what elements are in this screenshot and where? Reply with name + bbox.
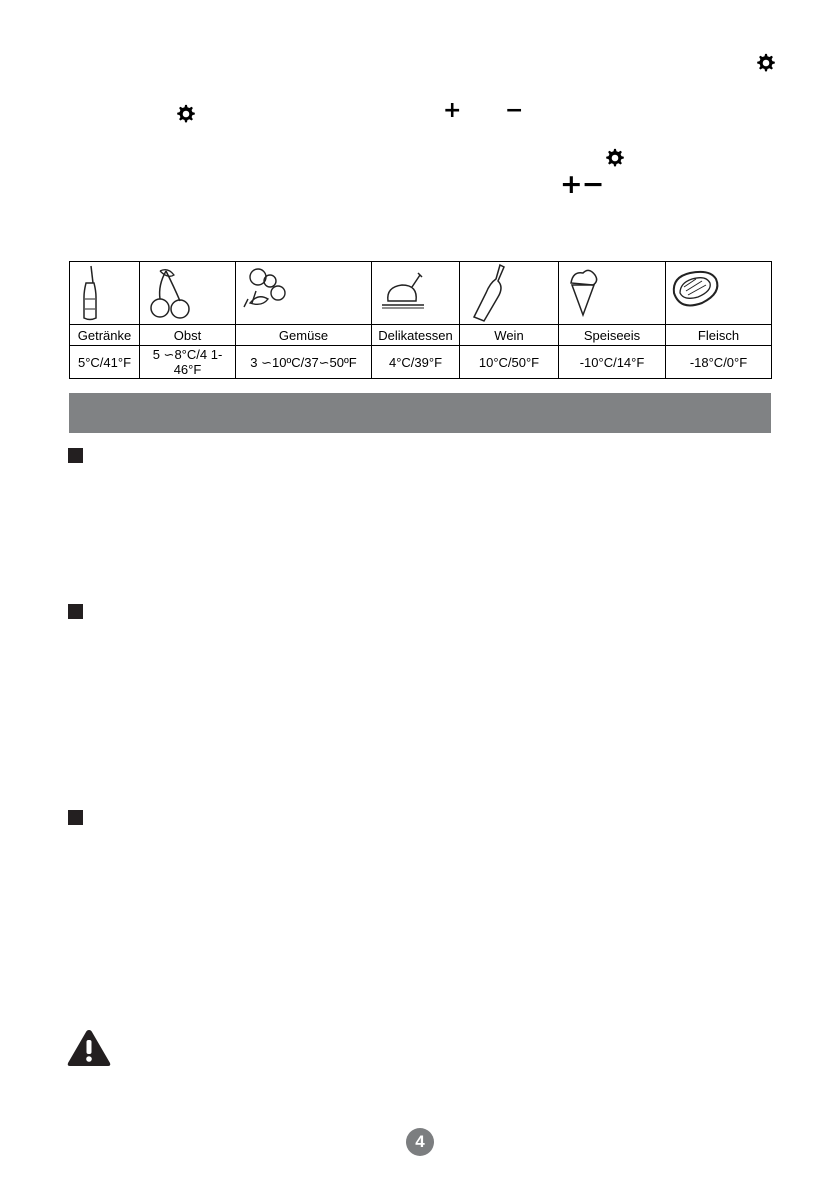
roast-chicken-icon: [372, 263, 432, 323]
category-name: Wein: [460, 325, 559, 346]
category-temperature: 4°C/39°F: [372, 346, 460, 379]
plus-symbol: +: [443, 98, 462, 123]
cherries-icon: [140, 263, 200, 323]
category-name: Speiseeis: [559, 325, 666, 346]
gear-icon: [175, 103, 197, 125]
category-temperature: 5°C/41°F: [70, 346, 140, 379]
category-name: Delikatessen: [372, 325, 460, 346]
cell-cherries: [140, 262, 236, 325]
warning-icon: [66, 1028, 112, 1068]
category-temperature: 5 ∽8°C/4 1-46°F: [140, 346, 236, 379]
category-name-row: [70, 325, 772, 346]
square-bullet-icon: [68, 810, 83, 825]
category-temperature: -18°C/0°F: [666, 346, 772, 379]
steak-icon: [666, 263, 726, 323]
category-temperature: -10°C/14°F: [559, 346, 666, 379]
cell-roast: [372, 262, 460, 325]
square-bullet-icon: [68, 448, 83, 463]
cell-icecream: [559, 262, 666, 325]
category-temperature: 10°C/50°F: [460, 346, 559, 379]
cell-vegetables: [236, 262, 372, 325]
bottle-icon: [70, 263, 110, 323]
category-name: Gemüse: [236, 325, 372, 346]
minus-symbol: −: [505, 98, 524, 123]
section-header-bar: [69, 393, 771, 433]
food-storage-table: [69, 261, 772, 379]
category-name: Getränke: [70, 325, 140, 346]
page-number: 4: [406, 1128, 434, 1156]
category-name: Fleisch: [666, 325, 772, 346]
icon-row: [70, 262, 772, 325]
category-name: Obst: [140, 325, 236, 346]
gear-icon: [604, 147, 626, 169]
gear-icon: [755, 52, 777, 74]
cell-steak: [666, 262, 772, 325]
cell-wine: [460, 262, 559, 325]
wine-bottle-icon: [460, 263, 520, 323]
cell-bottle: [70, 262, 140, 325]
ice-cream-icon: [559, 263, 619, 323]
category-temperature: 3 ∽10ºC/37∽50ºF: [236, 346, 372, 379]
vegetables-icon: [236, 263, 296, 323]
square-bullet-icon: [68, 604, 83, 619]
temperature-row: [70, 346, 772, 379]
plus-minus-symbol: +−: [560, 169, 604, 200]
